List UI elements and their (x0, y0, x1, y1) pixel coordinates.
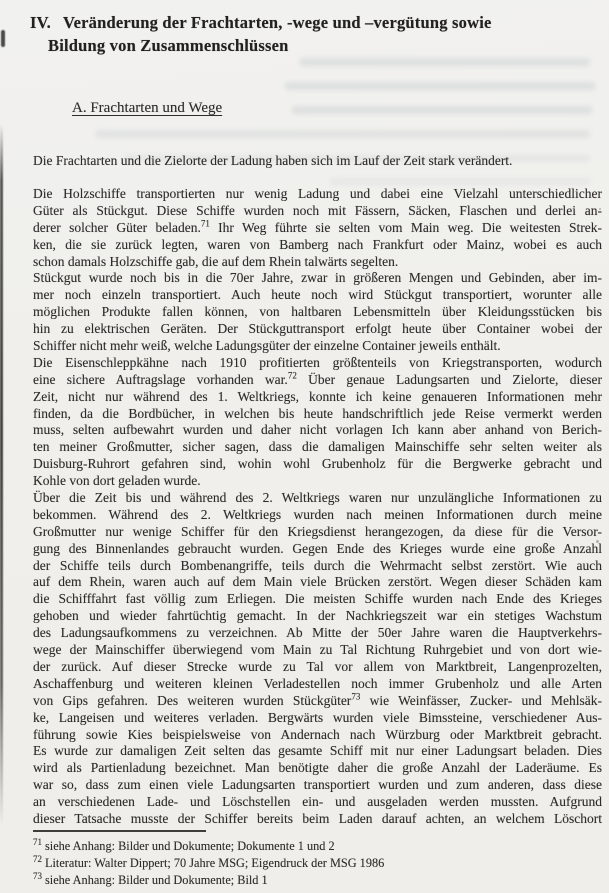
footnote-ref: 73 (351, 691, 361, 702)
page-title (30, 12, 492, 57)
bleedthrough-artifact (292, 106, 592, 114)
footnote-rule (33, 830, 206, 832)
body-line: Kohle von dort geladen wurde. (33, 473, 201, 489)
footnotes-list (33, 838, 593, 889)
body-line: der zurück. Auf dieser Strecke wurde zu Tal vor allem von Marktbreit, Langenprozelten, (33, 658, 602, 674)
body-line: Stückgut wurde noch bis in die 70er Jahre, zwar in größeren Mengen und Gebinden, aber im- (33, 270, 602, 286)
bleedthrough-artifact (300, 58, 590, 66)
body-line: muss, selten aufbewahrt wurden und daher nicht vorlagen Ich kann aber anhand von Berich- (33, 422, 602, 438)
body-line: derer solcher Güter beladen.$^{71}$ Ihr Weg führte sie selten vom Main weg. Die weitesten Strek- (33, 218, 602, 235)
body-line: möglichen Produkte fallen können, von haltbaren Lebensmitteln über Kleidungsstücken bis (33, 304, 602, 320)
body-line: Duisburg-Ruhrort gefahren sind, wohin wohl Grubenholz für die Bergwerke gebracht und (33, 456, 602, 472)
body-line: des Ladungsaufkommens zu verzeichnen. Ab Mitte der 50er Jahre waren die Hauptverkehrs- (33, 625, 602, 641)
body-line: ke, Langeisen und weiteres verladen. Bergwärts wurden viele Bimssteine, verschiedener Aus- (33, 709, 602, 725)
footnote-item: $^{73}$ siehe Anhang: Bilder und Dokumente; Bild 1 (33, 870, 268, 887)
scan-edge-mark (1, 30, 5, 47)
footnote-section (33, 830, 593, 889)
page-title-line2: Bildung von Zusammenschlüssen (48, 35, 289, 55)
body-line: ken, die sie zurück legten, waren von Bamberg nach Frankfurt oder Mainz, wobei es auch (33, 236, 602, 252)
body-line: Es wurde zur damaligen Zeit selten das gesamte Schiff mit nur einer Ladungsart beladen. Dies (33, 743, 602, 759)
body-text (33, 186, 602, 828)
footnote-ref: 72 (287, 370, 297, 381)
body-line: schon damals Holzschiffe gab, die auf dem Rhein talwärts segelten. (33, 253, 399, 269)
intro-paragraph: Die Frachtarten und die Zielorte der Ladung haben sich im Lauf der Zeit stark verändert. (33, 153, 513, 168)
footnote-number: 72 (33, 853, 42, 864)
body-line: wege der Mainschiffer überwiegend vom Main zu Tal Richtung Ruhrgebiet und von dort wie- (33, 642, 602, 658)
body-line: auf dem Rhein, waren auch auf dem Main viele Brücken zerstört. Wegen dieser Schäden kam (33, 574, 602, 590)
bleedthrough-artifact (285, 82, 595, 90)
body-line: hin zu elektrischen Geräten. Der Stückguttransport erfolgt heute über Container wobei der (33, 321, 602, 337)
body-line: mer noch einzeln transportiert. Auch heute noch wird Stückgut transportiert, worunter alle (33, 287, 602, 303)
section-heading: A. Frachtarten und Wege (72, 100, 223, 116)
footnote-number: 71 (33, 836, 42, 847)
footnote-item: $^{72}$ Literatur: Walter Dippert; 70 Jahre MSG; Eigendruck der MSG 1986 (33, 853, 385, 870)
page-title-line1 (30, 12, 492, 35)
footnote-ref: 71 (200, 218, 210, 229)
body-line: gehoben und wieder fahrtüchtig gemacht. In der Nachkriegszeit war ein stetiges Wachstum (33, 608, 602, 624)
body-line: finden, da die Bordbücher, in welchen bis heute handschriftlich jede Reise vermerkt werden (33, 405, 602, 421)
body-line: Die Eisenschleppkähne nach 1910 profitierten größtenteils von Kriegstransporten, wodurch (33, 354, 602, 370)
body-line: gung des Binnenlandes gebraucht wurden. Gegen Ende des Krieges wurde eine große Anzahl (33, 540, 602, 556)
body-line: dieser Tatsache musste der Schiffer bereits beim Laden darauf achten, an welchem Löschort (33, 810, 602, 826)
body-line: eine sichere Auftragslage vorhanden war.$^{72}$ Über genaue Ladungsarten und Zielorte, dieser (33, 370, 602, 387)
body-line: führung sowie Kies beispielsweise von Andernach nach Würzburg oder Marktbreit gebracht. (33, 726, 602, 742)
body-line: der Schiffe teils durch Bombenangriffe, teils durch die Wehrmacht selbst zerstört. Wie auch (33, 557, 602, 573)
body-line: Schiffer nicht mehr weiß, welche Ladungsgüter der einzelne Container jeweils enthält. (33, 338, 501, 354)
body-line: Zeit, nicht nur während des 1. Weltkriegs, konnte ich keine genaueren Informationen mehr (33, 388, 602, 404)
body-line: bekommen. Während des 2. Weltkriegs wurden nach meinen Informationen durch meine (33, 506, 602, 522)
body-line: Güter als Stückgut. Diese Schiffe wurden noch mit Fässern, Säcken, Flaschen und derlei an- (33, 202, 602, 218)
bleedthrough-artifact (95, 130, 590, 138)
body-line: Die Holzschiffe transportierten nur wenig Ladung und dabei eine Vielzahl unterschiedlicher (33, 186, 602, 201)
body-line: wird als Partienladung bezeichnet. Man benötigte daher die große Anzahl der Laderäume. Es (33, 760, 602, 776)
bleedthrough-artifact (330, 178, 590, 185)
footnote-number: 73 (33, 870, 42, 881)
body-line: Großmutter nur wenige Schiffer für den Kriegsdienst herangezogen, da diese für die Versor- (33, 523, 602, 539)
chapter-title-text: Veränderung der Frachtarten, -wege und –vergütung sowie (63, 13, 492, 32)
body-line: Aschaffenburg und weiteren kleinen Verladestellen noch immer Grubenholz und alle Arten (33, 675, 602, 691)
chapter-number: IV. (30, 13, 51, 32)
footnote-item: $^{71}$ siehe Anhang: Bilder und Dokumente; Dokumente 1 und 2 (33, 836, 335, 853)
body-line: an verschiedenen Lade- und Löschstellen ein- und ausgeladen werden mussten. Aufgrund (33, 794, 602, 810)
body-line: die Schifffahrt fast völlig zum Erliegen. Die meisten Schiffe wurden nach Ende des Krieges (33, 591, 602, 607)
body-line: war so, dass zum einen viele Ladungsarten transportiert wurden und zum anderen, dass diese (33, 777, 602, 793)
body-line: von Gips gefahren. Des weiteren wurden Stückgüter$^{73}$ wie Weinfässer, Zucker- und Mehlsäk- (33, 691, 602, 708)
body-line: ten meiner Großmutter, sicher sagen, dass die damaligen Mainschiffe sehr selten weiter als (33, 439, 602, 455)
scan-edge-shadow (0, 124, 3, 826)
body-line: Über die Zeit bis und während des 2. Weltkriegs waren nur unzulängliche Informationen zu (33, 490, 602, 506)
